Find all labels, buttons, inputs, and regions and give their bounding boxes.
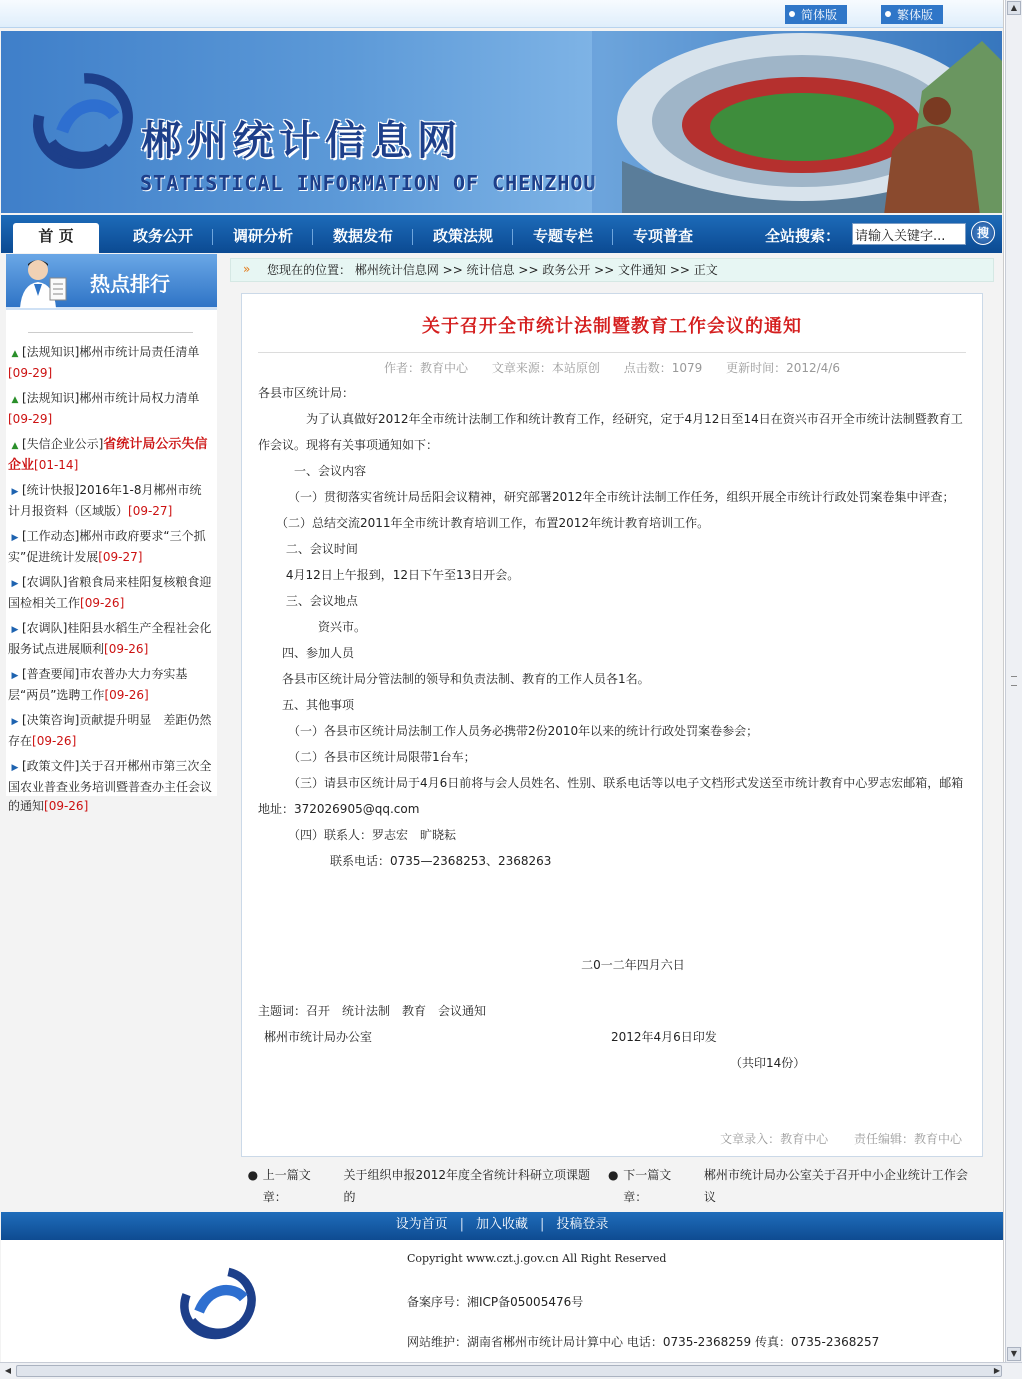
person-icon xyxy=(14,256,70,308)
article-hits: 点击数：1079 xyxy=(623,361,703,375)
article-paragraph: （一）各县市区统计局法制工作人员务必携带2份2010年以来的统计行政处罚案卷参会； xyxy=(258,724,759,738)
horizontal-scrollbar[interactable] xyxy=(0,1362,1022,1379)
triangle-bullet-icon: ▶ xyxy=(11,763,19,773)
scroll-grip-icon[interactable] xyxy=(1011,676,1017,686)
article-paragraph: 三、会议地点 xyxy=(258,594,358,608)
hot-item[interactable]: ▶ [决策咨询]贡献提升明显 差距仍然存在[09-26] xyxy=(8,713,212,748)
article-paragraph: （二）总结交流2011年全市统计教育培训工作，布置2012年统计教育培训工作。 xyxy=(258,516,710,530)
article-paragraph: （一）贯彻落实省统计局岳阳会议精神，研究部署2012年全市统计法制工作任务，组织开展全市统计行政处罚案卷集中评查； xyxy=(258,490,955,504)
simplified-chinese-link[interactable]: 简体版 xyxy=(785,5,847,24)
main-nav xyxy=(1,215,1002,253)
nav-data-release[interactable]: 数据发布 xyxy=(313,223,413,253)
search-input[interactable] xyxy=(852,223,966,245)
article-footer-meta xyxy=(242,1130,962,1147)
article-title: 关于召开全市统计法制暨教育工作会议的通知 xyxy=(422,316,802,337)
vertical-scrollbar[interactable] xyxy=(1005,0,1022,1362)
nav-special-topics[interactable]: 专题专栏 xyxy=(513,223,613,253)
hot-item[interactable]: ▶ [普查要闻]市农普办大力夯实基层“两员”选聘工作[09-26] xyxy=(8,667,188,702)
article-paragraph: 二、会议时间 xyxy=(258,542,358,556)
top-bar xyxy=(0,0,1003,28)
article-updated: 更新时间：2012/4/6 xyxy=(726,361,840,375)
hot-item[interactable]: ▲ [失信企业公示]省统计局公示失信企业[01-14] xyxy=(8,437,208,473)
article-paragraph: 各县市区统计局： xyxy=(258,386,355,400)
article-paragraph: 联系电话：0735—2368253、2368263 xyxy=(258,854,552,868)
set-homepage-link[interactable]: 设为首页 xyxy=(395,1217,448,1232)
triangle-bullet-icon: ▶ xyxy=(11,671,19,681)
maintenance-info: 网站维护：湖南省郴州市统计局计算中心 电话：0735-2368259 传真：0735-2368257 xyxy=(407,1335,880,1349)
site-title: 郴州统计信息网 xyxy=(141,118,463,164)
up-arrow-icon: ▲ xyxy=(11,395,19,405)
copyright: Copyright www.czt.j.gov.cn All Right Reserved xyxy=(407,1252,667,1265)
triangle-bullet-icon: ▶ xyxy=(11,487,19,497)
sidebar-divider xyxy=(28,332,193,333)
article-paragraph: 资兴市。 xyxy=(258,620,367,634)
nav-home[interactable]: 首 页 xyxy=(13,223,99,253)
article-paragraph: 4月12日上午报到，12日下午至13日开会。 xyxy=(258,568,520,582)
breadcrumb-path[interactable]: 郴州统计信息网 >> 统计信息 >> 政务公开 >> 文件通知 >> 正文 xyxy=(354,263,718,277)
breadcrumb xyxy=(230,258,994,282)
site-subtitle: STATISTICAL INFORMATION OF CHENZHOU xyxy=(140,171,597,195)
submission-login-link[interactable]: 投稿登录 xyxy=(556,1217,609,1232)
article-entry: 文章录入：教育中心 xyxy=(720,1132,829,1146)
search-label: 全站搜索： xyxy=(765,227,841,245)
stadium-illustration xyxy=(592,31,1002,213)
article-author: 作者：教育中心 xyxy=(384,361,469,375)
article-paragraph: 五、其他事项 xyxy=(258,698,355,712)
up-arrow-icon: ▲ xyxy=(11,441,19,451)
traditional-chinese-link[interactable]: 繁体版 xyxy=(881,5,943,24)
scroll-left-icon[interactable]: ◀ xyxy=(4,1366,12,1375)
scroll-right-icon[interactable]: ▶ xyxy=(993,1366,1001,1375)
icp-number: 备案序号：湘ICP备05005476号 xyxy=(407,1295,584,1309)
footer-logo-icon xyxy=(175,1260,261,1346)
nav-government-affairs[interactable]: 政务公开 xyxy=(113,223,213,253)
hot-item[interactable]: ▶ [政策文件]关于召开郴州市第三次全国农业普查业务培训暨普查办主任会议的通知[09-26] xyxy=(8,759,213,813)
article-source: 文章来源：本站原创 xyxy=(491,361,600,375)
breadcrumb-lead: 您现在的位置： xyxy=(267,263,352,277)
triangle-bullet-icon: ▶ xyxy=(11,625,19,635)
article-paragraph: 四、参加人员 xyxy=(258,646,355,660)
site-logo-icon[interactable] xyxy=(31,69,135,173)
prev-article-link[interactable]: 关于组织申报2012年度全省统计科研立项课题的 xyxy=(343,1168,591,1204)
triangle-bullet-icon: ▶ xyxy=(11,579,19,589)
horizontal-scroll-thumb[interactable] xyxy=(16,1365,1002,1377)
scroll-down-icon[interactable]: ▼ xyxy=(1007,1347,1021,1361)
article-paragraph: 各县市区统计局分管法制的领导和负责法制、教育的工作人员各1名。 xyxy=(258,672,650,686)
article-paragraph: 一、会议内容 xyxy=(258,464,367,478)
nav-special-census[interactable]: 专项普查 xyxy=(632,227,693,245)
up-arrow-icon: ▲ xyxy=(11,349,19,359)
next-label: 下一篇文章： xyxy=(623,1168,672,1204)
article-date-line: 二0一二年四月六日 xyxy=(581,958,685,972)
nav-policies-regulations[interactable]: 政策法规 xyxy=(413,223,513,253)
article-panel xyxy=(241,293,983,1157)
hot-item[interactable]: ▶ [统计快报]2016年1-8月郴州市统计月报资料（区域版）[09-27] xyxy=(8,483,202,518)
double-arrow-icon: » xyxy=(243,262,251,276)
footer-links: 设为首页 | 加入收藏 | 投稿登录 xyxy=(1,1212,1003,1240)
article-paragraph: 为了认真做好2012年全市统计法制工作和统计教育工作，经研究，定于4月12日至14日在资兴市召开全市统计法制暨教育工作会议。现将有关事项通知如下： xyxy=(258,412,963,452)
article-paragraph: （二）各县市区统计局限带1台车； xyxy=(258,750,476,764)
bullet-icon: ● xyxy=(608,1168,619,1182)
article-paragraph: （三）请县市区统计局于4月6日前将与会人员姓名、性别、联系电话等以电子文档形式发送至市统计教育中心罗志宏邮箱，邮箱地址：372026905@qq.com xyxy=(258,776,964,816)
search-button[interactable]: 搜 xyxy=(971,221,995,245)
article-paragraph: （四）联系人：罗志宏 旷晓耘 xyxy=(258,828,457,842)
next-article-link[interactable]: 郴州市统计局办公室关于召开中小企业统计工作会议 xyxy=(703,1168,968,1204)
hot-item[interactable]: ▶ [工作动态]郴州市政府要求“三个抓实”促进统计发展[09-27] xyxy=(8,529,206,564)
triangle-bullet-icon: ▶ xyxy=(11,717,19,727)
scroll-up-icon[interactable]: ▲ xyxy=(1007,1,1021,15)
hot-ranking-sidebar xyxy=(6,254,217,813)
hot-item[interactable]: ▶ [农调队]省粮食局来桂阳复核粮食迎国检相关工作[09-26] xyxy=(8,575,212,610)
sidebar-title: 热点排行 xyxy=(90,272,170,296)
prev-label: 上一篇文章： xyxy=(262,1168,311,1204)
article-issuer-line xyxy=(258,1024,968,1050)
hot-item[interactable]: ▶ [农调队]桂阳县水稻生产全程社会化服务试点进展顺利[09-26] xyxy=(8,621,212,656)
article-keywords: 主题词：召开 统计法制 教育 会议通知 xyxy=(258,1004,487,1018)
site-footer xyxy=(1,1240,1003,1362)
article-meta xyxy=(258,352,966,376)
article-issuer: 郴州市统计局办公室 xyxy=(264,1030,373,1044)
hot-item[interactable]: ▲ [法规知识]郴州市统计局责任清单 [09-29] xyxy=(8,345,200,380)
hot-item[interactable]: ▲ [法规知识]郴州市统计局权力清单 [09-29] xyxy=(8,391,200,426)
sidebar-header xyxy=(6,254,217,310)
triangle-bullet-icon: ▶ xyxy=(11,533,19,543)
article-copies: （共印14份） xyxy=(730,1056,806,1070)
add-favorite-link[interactable]: 加入收藏 xyxy=(475,1217,528,1232)
article-issue-date: 2012年4月6日印发 xyxy=(611,1030,717,1044)
article-body xyxy=(258,380,968,1076)
site-banner xyxy=(1,31,1002,213)
article-editor: 责任编辑：教育中心 xyxy=(853,1132,962,1146)
bullet-icon: ● xyxy=(247,1168,259,1182)
nav-research-analysis[interactable]: 调研分析 xyxy=(213,223,313,253)
